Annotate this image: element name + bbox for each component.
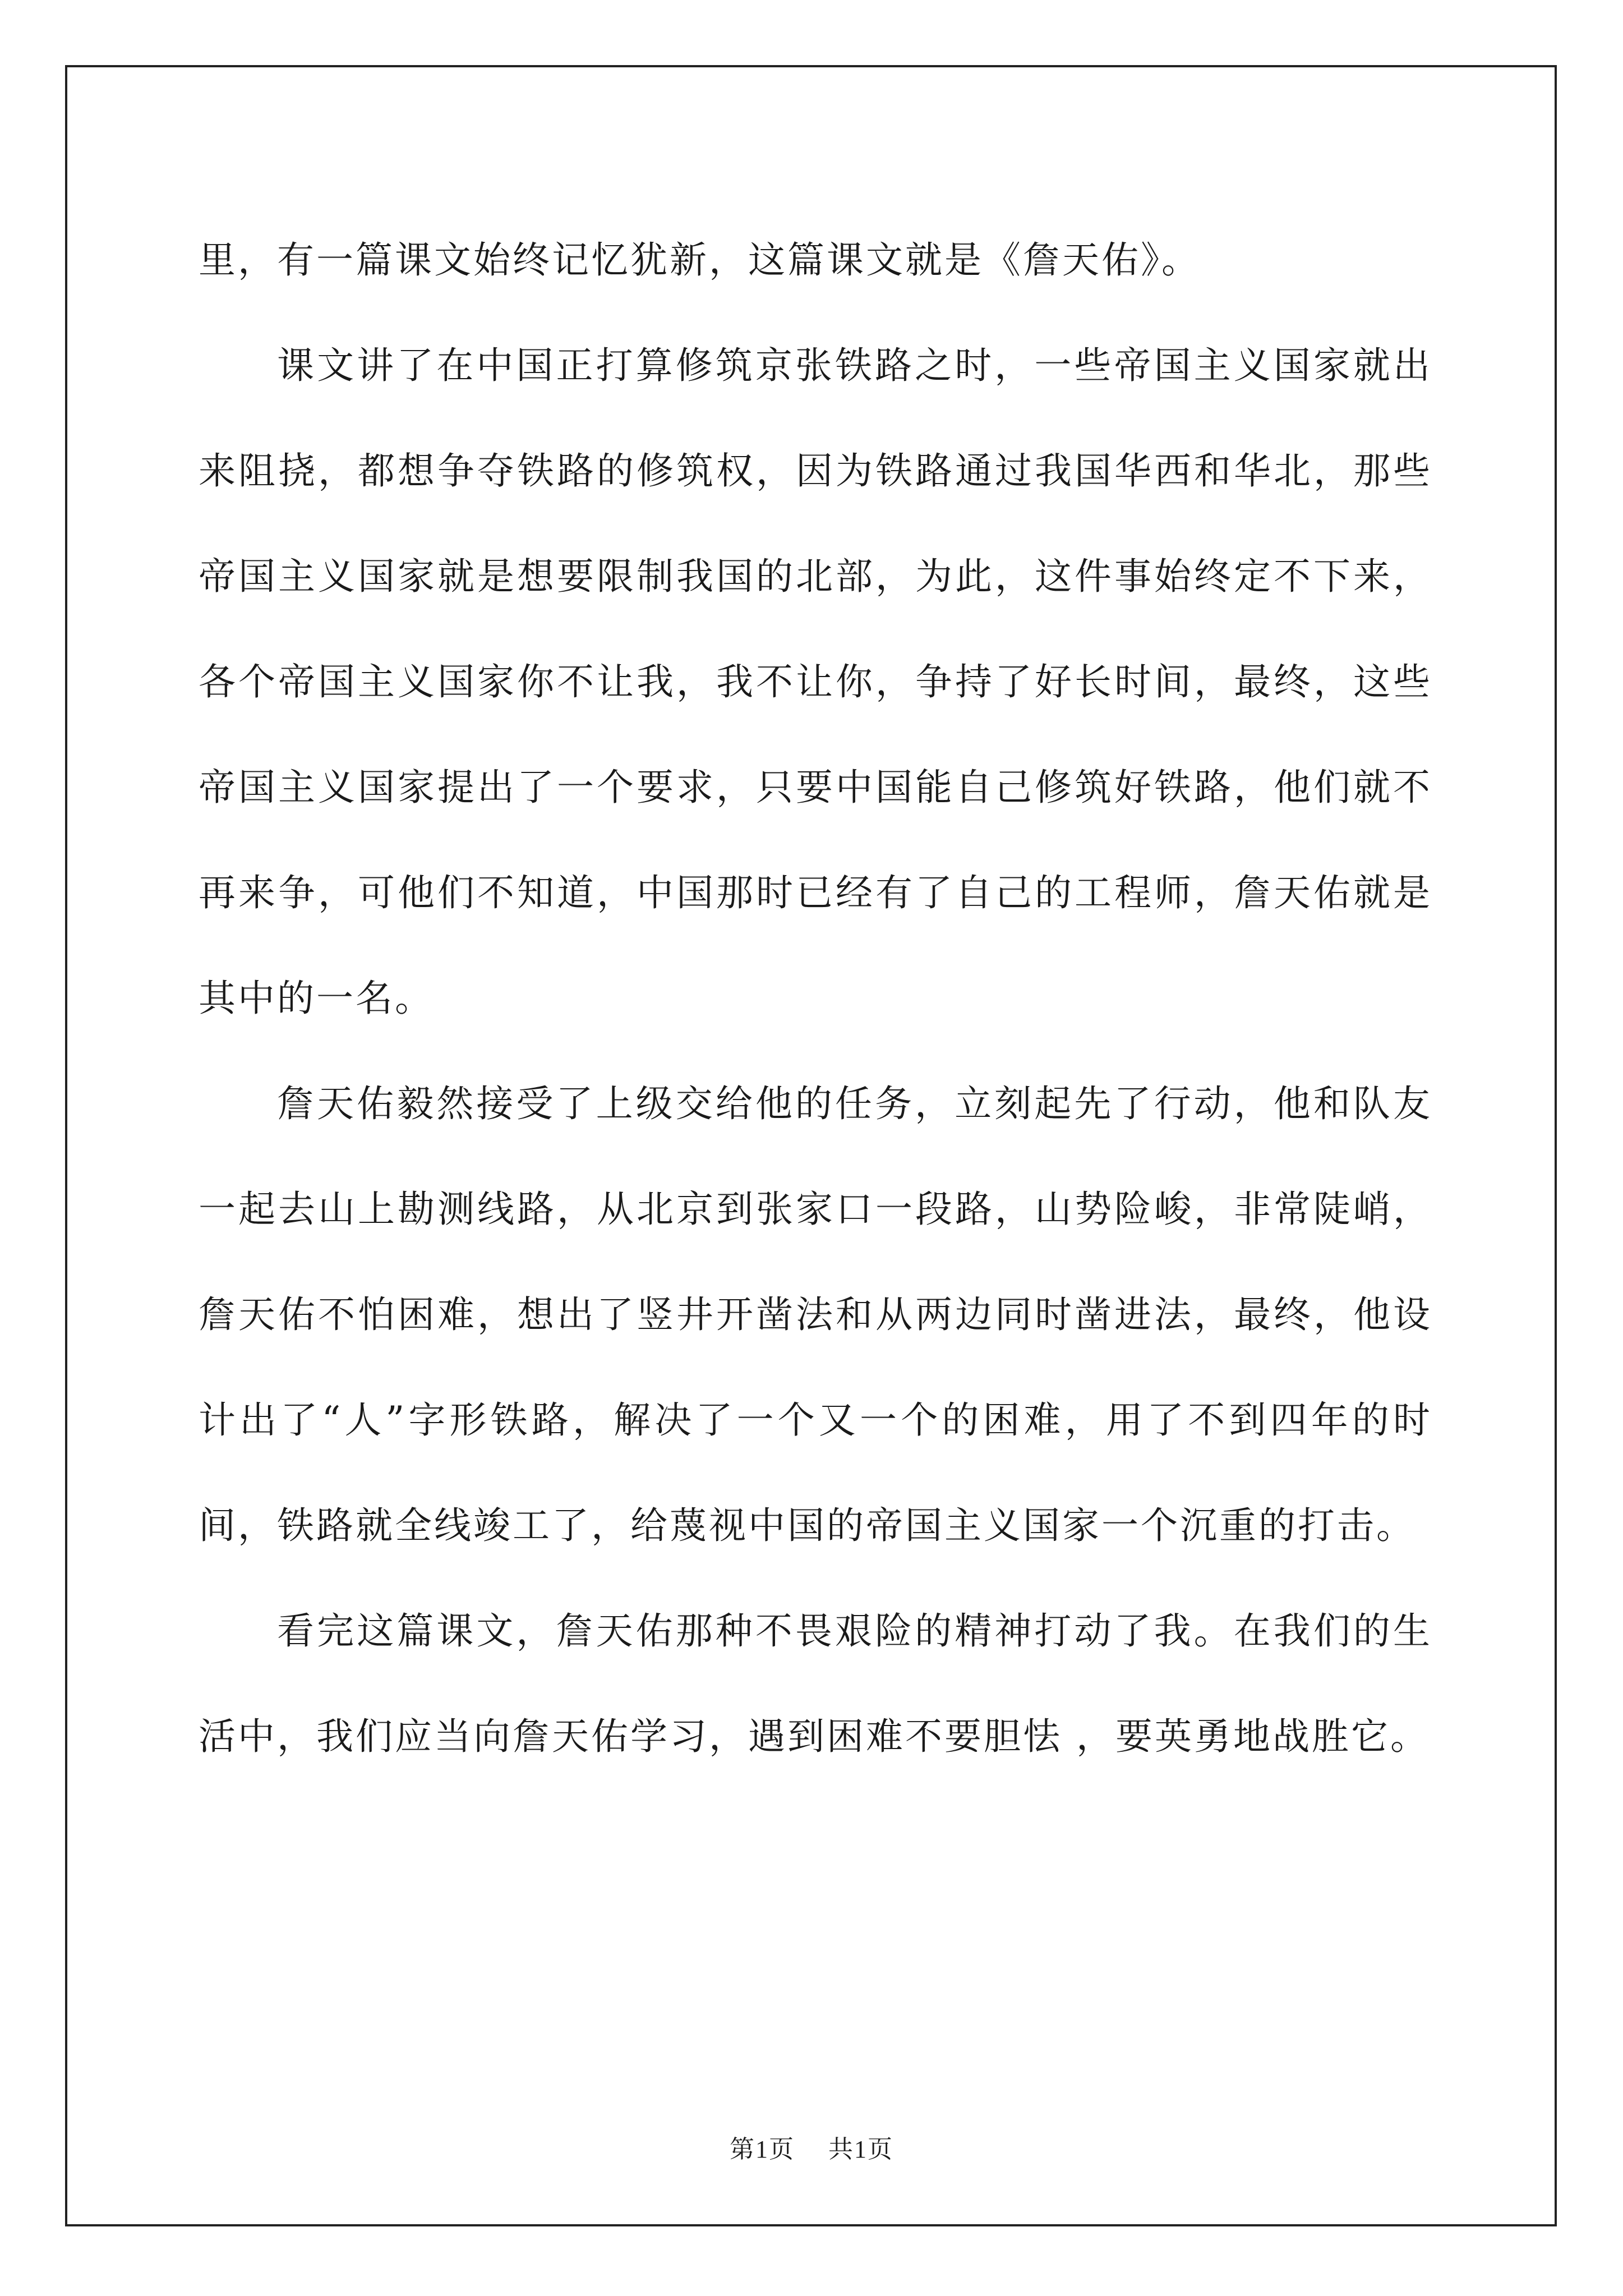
page-footer <box>0 2129 1623 2165</box>
paragraph-4: 看完这篇课文，詹天佑那种不畏艰险的精神打动了我。在我们的生活中，我们应当向詹天佑学习，遇到困难不要胆怯 ，要英勇地战胜它。 <box>199 1609 1432 1758</box>
paragraph-3: 詹天佑毅然接受了上级交给他的任务，立刻起先了行动，他和队友一起去山上勘测线路，从北京到张家口一段路，山势险峻，非常陡峭，詹天佑不怕困难，想出了竖井开凿法和从两边同时凿进法，最终，他设计出了“人”字形铁路，解决了一个又一个的困难，用了不到四年的时间，铁路就全线竣工了，给蔑视中国的帝国主义国家一个沉重的打击。 <box>199 1082 1432 1547</box>
page-number-total: 共1页 <box>828 2136 893 2163</box>
paragraph-2: 课文讲了在中国正打算修筑京张铁路之时，一些帝国主义国家就出来阻挠，都想争夺铁路的修筑权，因为铁路通过我国华西和华北，那些帝国主义国家就是想要限制我国的北部，为此，这件事始终定不下来，各个帝国主义国家你不让我，我不让你，争持了好长时间，最终，这些帝国主义国家提出了一个要求，只要中国能自己修筑好铁路，他们就不再来争，可他们不知道，中国那时已经有了自己的工程师，詹天佑就是其中的一名。 <box>199 344 1432 1020</box>
page-number-current: 第1页 <box>730 2136 795 2163</box>
paragraph-1: 里，有一篇课文始终记忆犹新，这篇课文就是《詹天佑》。 <box>199 238 1201 282</box>
document-body <box>199 208 1432 1789</box>
